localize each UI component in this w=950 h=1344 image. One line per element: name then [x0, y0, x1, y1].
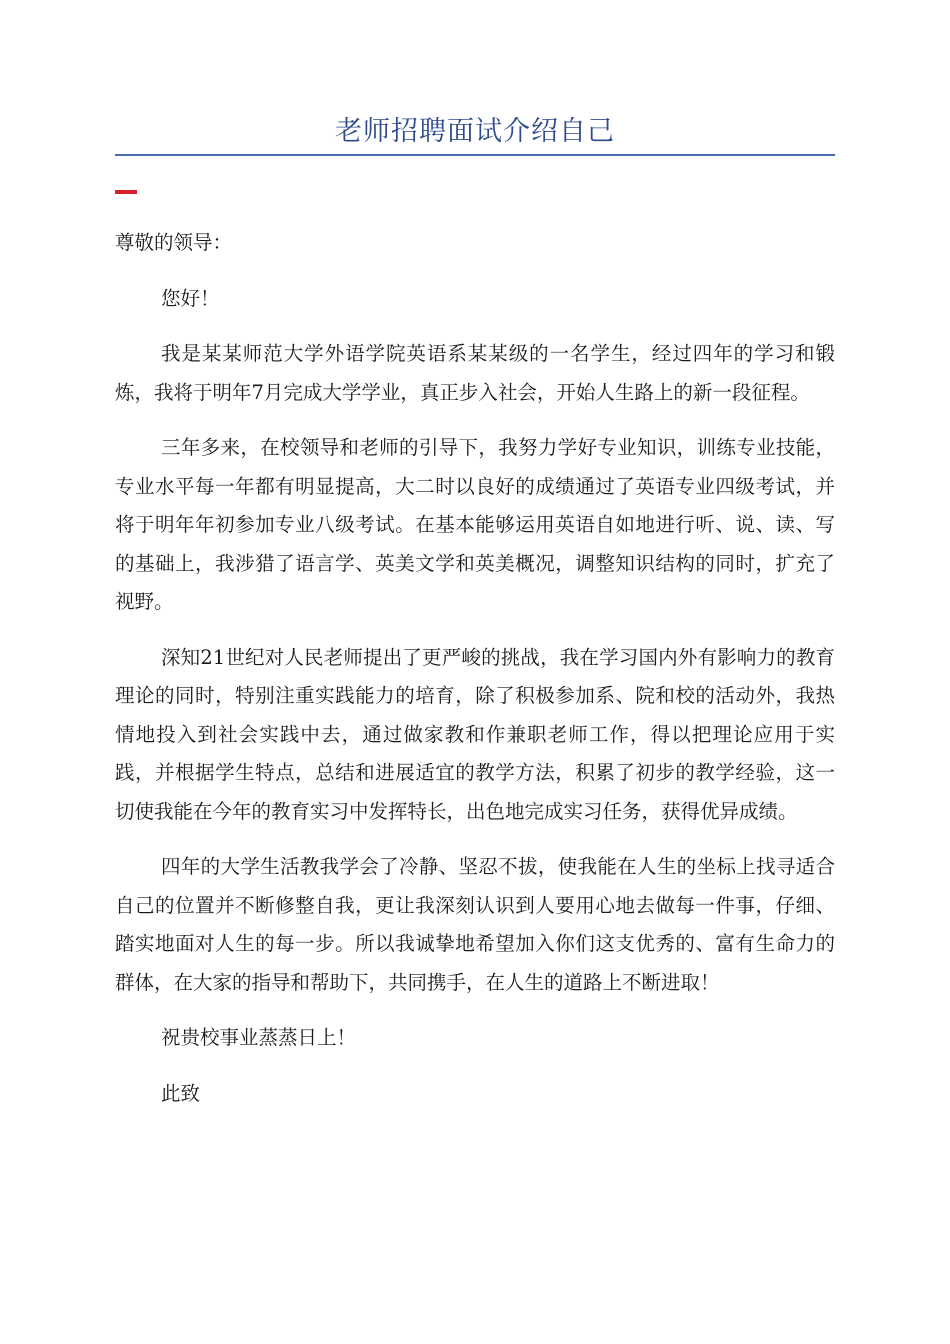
title-underline: [115, 154, 835, 156]
paragraph-3: 深知21世纪对人民老师提出了更严峻的挑战，我在学习国内外有影响力的教育理论的同时，特别注重实践能力的培育，除了积极参加系、院和校的活动外，我热情地投入到社会实践中去，通过做家教和作兼职老师工作，得以把理论应用于实践，并根据学生特点，总结和进展适宜的教学方法，积累了初步的教学经验，这一切使我能在今年的教育实习中发挥特长，出色地完成实习任务，获得优异成绩。: [115, 645, 835, 823]
greeting: 您好！: [161, 286, 220, 310]
closing-line: 此致: [161, 1081, 201, 1105]
paragraph-2: 三年多来，在校领导和老师的引导下，我努力学好专业知识，训练专业技能，专业水平每一年都有明显提高，大二时以良好的成绩通过了英语专业四级考试，并将于明年年初参加专业八级考试。在基本能够运用英语自如地进行听、说、读、写的基础上，我涉猎了语言学、英美文学和英美概况，调整知识结构的同时，扩充了视野。: [115, 436, 835, 613]
red-dash-marker: [115, 190, 137, 194]
paragraph-4: 四年的大学生活教我学会了冷静、坚忍不拔，使我能在人生的坐标上找寻适合自己的位置并不断修整自我，更让我深刻认识到人要用心地去做每一件事，仔细、踏实地面对人生的每一步。所以我诚挚地希望加入你们这支优秀的、富有生命力的群体，在大家的指导和帮助下，共同携手，在人生的道路上不断进取！: [115, 855, 835, 994]
salutation: 尊敬的领导：: [115, 231, 233, 254]
document-title: 老师招聘面试介绍自己: [335, 116, 615, 147]
letter-body: [115, 224, 835, 1130]
wish-line: 祝贵校事业蒸蒸日上！: [161, 1026, 357, 1049]
paragraph-1: 我是某某师范大学外语学院英语系某某级的一名学生，经过四年的学习和锻炼，我将于明年7月完成大学学业，真正步入社会，开始人生路上的新一段征程。: [115, 342, 835, 404]
